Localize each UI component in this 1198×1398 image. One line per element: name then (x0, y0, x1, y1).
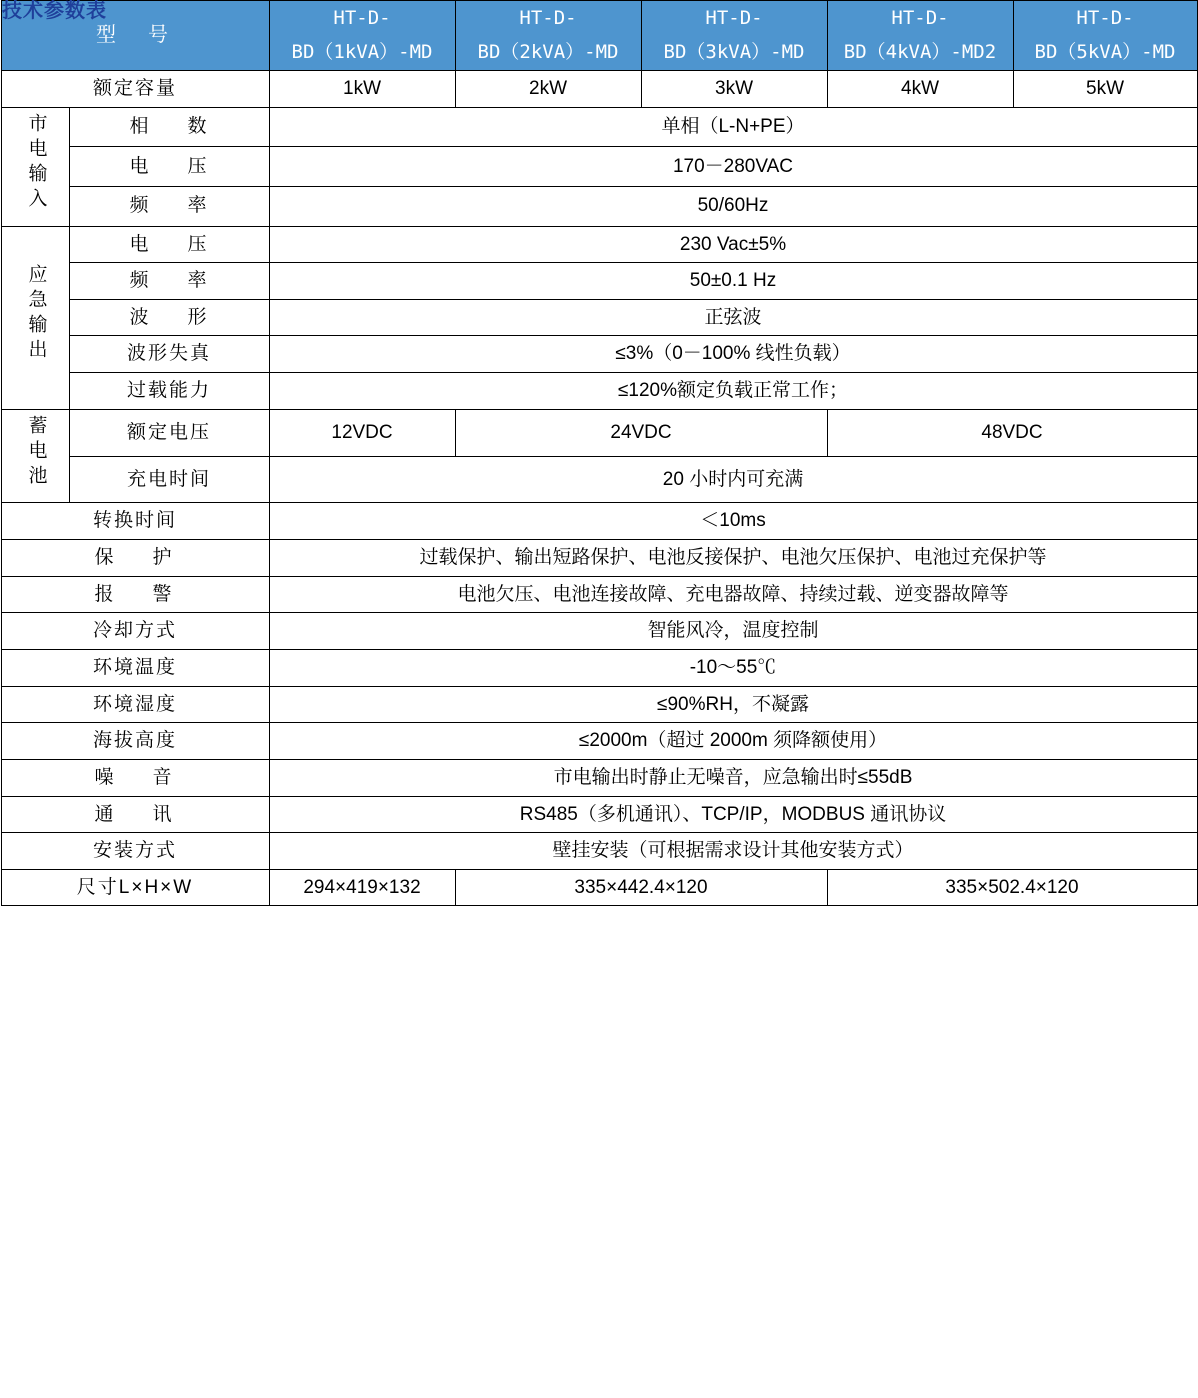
table-row (1, 613, 1197, 650)
table-row (1, 540, 1197, 577)
installation-value: 壁挂安装（可根据需求设计其他安装方式） (269, 833, 1197, 870)
mains-phase-value: 单相（L-N+PE） (269, 107, 1197, 147)
battery-rated-voltage-value-2: 24VDC (455, 409, 827, 456)
emg-voltage-value: 230 Vac±5% (269, 226, 1197, 263)
rated-capacity-value-4: 4kW (827, 71, 1013, 108)
battery-rated-voltage-value-1: 12VDC (269, 409, 455, 456)
dimensions-value-2: 335×442.4×120 (455, 869, 827, 906)
battery-charge-time-value: 20 小时内可充满 (269, 456, 1197, 503)
communication-value: RS485（多机通讯）、TCP/IP，MODBUS 通讯协议 (269, 796, 1197, 833)
alarm-value: 电池欠压、电池连接故障、充电器故障、持续过载、逆变器故障等 (269, 576, 1197, 613)
table-row (1, 226, 1197, 263)
mains-frequency-value: 50/60Hz (269, 187, 1197, 227)
clipped-document-title (2, 0, 107, 4)
model-3-line1: HT-D- (705, 7, 763, 29)
emg-overload-label: 过载能力 (69, 373, 269, 410)
battery-charge-time-label: 充电时间 (69, 456, 269, 503)
group-battery-label: 蓄电池 (1, 409, 69, 503)
table-row (1, 336, 1197, 373)
table-row (1, 576, 1197, 613)
emg-voltage-label: 电 压 (69, 226, 269, 263)
altitude-label: 海拔高度 (1, 723, 269, 760)
table-row (1, 759, 1197, 796)
communication-label: 通 讯 (1, 796, 269, 833)
header-model-1 (269, 1, 455, 71)
header-model-4 (827, 1, 1013, 71)
ambient-humidity-value: ≤90%RH，不凝露 (269, 686, 1197, 723)
rated-capacity-label: 额定容量 (1, 71, 269, 108)
emg-frequency-value: 50±0.1 Hz (269, 263, 1197, 300)
rated-capacity-value-5: 5kW (1013, 71, 1197, 108)
model-1-line1: HT-D- (333, 7, 391, 29)
table-row (1, 649, 1197, 686)
specification-table (1, 0, 1198, 906)
dimensions-value-3: 335×502.4×120 (827, 869, 1197, 906)
mains-frequency-label: 频 率 (69, 187, 269, 227)
ambient-temperature-label: 环境温度 (1, 649, 269, 686)
table-row (1, 833, 1197, 870)
altitude-value: ≤2000m（超过 2000m 须降额使用） (269, 723, 1197, 760)
table-row (1, 456, 1197, 503)
header-model-5 (1013, 1, 1197, 71)
model-4-line1: HT-D- (891, 7, 949, 29)
table-row (1, 796, 1197, 833)
header-model-label: 型 号 (1, 1, 269, 71)
protection-value: 过载保护、输出短路保护、电池反接保护、电池欠压保护、电池过充保护等 (269, 540, 1197, 577)
protection-label: 保 护 (1, 540, 269, 577)
transfer-time-label: 转换时间 (1, 503, 269, 540)
model-3-line2: BD（3kVA）-MD (663, 40, 805, 63)
alarm-label: 报 警 (1, 576, 269, 613)
table-row (1, 869, 1197, 906)
group-emergency-output-label: 应急输出 (1, 226, 69, 409)
table-row (1, 263, 1197, 300)
rated-capacity-value-3: 3kW (641, 71, 827, 108)
transfer-time-value: ＜10ms (269, 503, 1197, 540)
header-model-2 (455, 1, 641, 71)
mains-phase-label: 相 数 (69, 107, 269, 147)
battery-rated-voltage-value-3: 48VDC (827, 409, 1197, 456)
mains-voltage-value: 170－280VAC (269, 147, 1197, 187)
model-4-line2: BD（4kVA）-MD2 (843, 40, 997, 63)
installation-label: 安装方式 (1, 833, 269, 870)
table-header-row (1, 1, 1197, 71)
table-row (1, 299, 1197, 336)
table-row (1, 723, 1197, 760)
cooling-value: 智能风冷，温度控制 (269, 613, 1197, 650)
dimensions-value-1: 294×419×132 (269, 869, 455, 906)
dimensions-label: 尺寸L×H×W (1, 869, 269, 906)
table-row (1, 686, 1197, 723)
table-row (1, 71, 1197, 108)
table-row (1, 147, 1197, 187)
table-row (1, 373, 1197, 410)
group-mains-input-label: 市电输入 (1, 107, 69, 226)
emg-distortion-label: 波形失真 (69, 336, 269, 373)
emg-waveform-value: 正弦波 (269, 299, 1197, 336)
mains-voltage-label: 电 压 (69, 147, 269, 187)
header-model-3 (641, 1, 827, 71)
noise-label: 噪 音 (1, 759, 269, 796)
emg-distortion-value: ≤3%（0－100% 线性负载） (269, 336, 1197, 373)
ambient-humidity-label: 环境湿度 (1, 686, 269, 723)
table-row (1, 107, 1197, 147)
noise-value: 市电输出时静止无噪音，应急输出时≤55dB (269, 759, 1197, 796)
ambient-temperature-value: -10～55℃ (269, 649, 1197, 686)
table-row (1, 409, 1197, 456)
model-1-line2: BD（1kVA）-MD (291, 40, 433, 63)
table-row (1, 503, 1197, 540)
emg-frequency-label: 频 率 (69, 263, 269, 300)
model-5-line2: BD（5kVA）-MD (1034, 40, 1176, 63)
emg-overload-value: ≤120%额定负载正常工作； (269, 373, 1197, 410)
battery-rated-voltage-label: 额定电压 (69, 409, 269, 456)
table-row (1, 187, 1197, 227)
emg-waveform-label: 波 形 (69, 299, 269, 336)
model-5-line1: HT-D- (1076, 7, 1134, 29)
model-2-line2: BD（2kVA）-MD (477, 40, 619, 63)
rated-capacity-value-2: 2kW (455, 71, 641, 108)
cooling-label: 冷却方式 (1, 613, 269, 650)
rated-capacity-value-1: 1kW (269, 71, 455, 108)
model-2-line1: HT-D- (519, 7, 577, 29)
